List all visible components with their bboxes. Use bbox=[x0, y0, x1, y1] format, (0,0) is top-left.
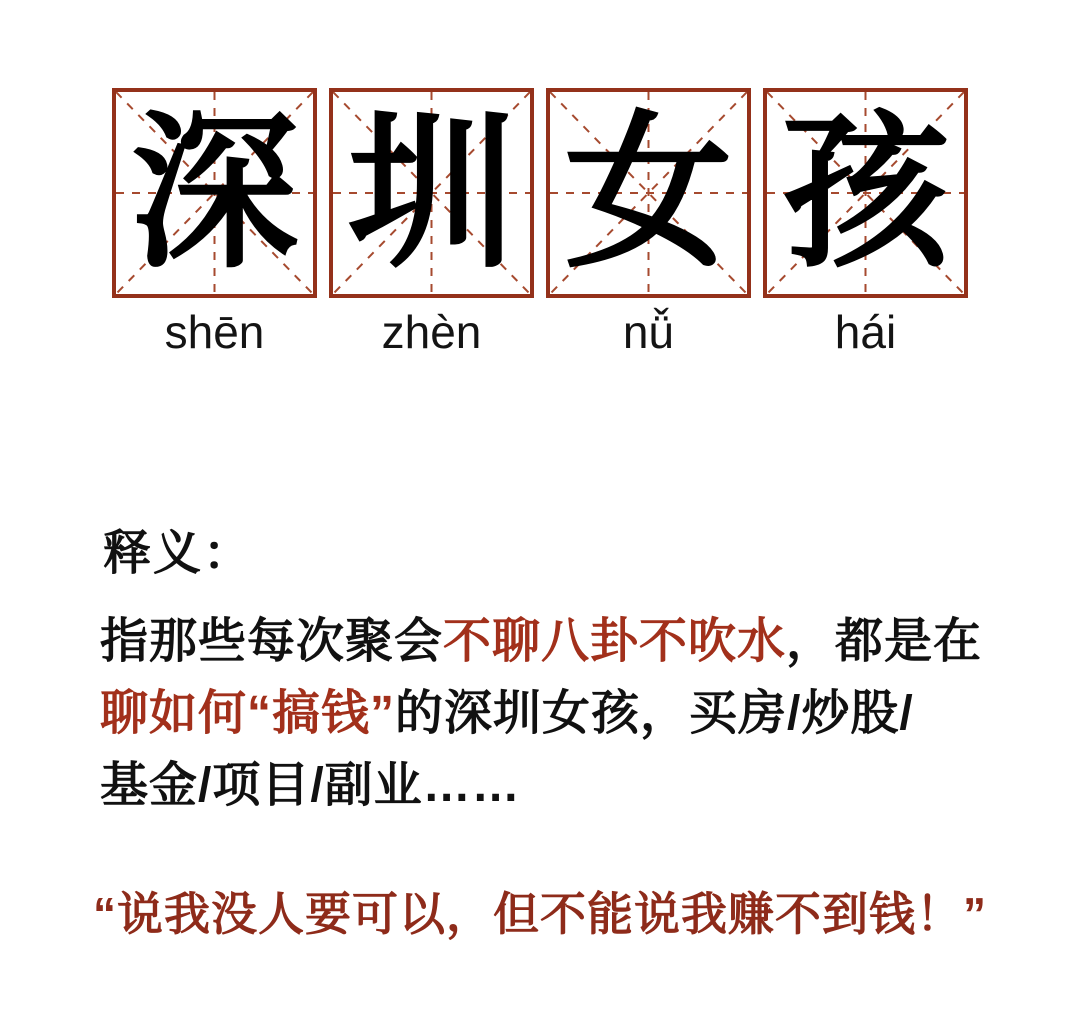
pinyin-syllable: zhèn bbox=[381, 306, 482, 358]
definition-segment: 指那些每次聚会 bbox=[100, 615, 444, 668]
headword-character: 深 bbox=[130, 99, 299, 287]
character-box-3 bbox=[546, 88, 751, 298]
definition-segment: 的深圳女孩，买房/炒股/ bbox=[395, 687, 914, 740]
pinyin-row bbox=[112, 306, 968, 358]
definition-segment: 基金/项目/副业…… bbox=[100, 759, 521, 812]
pinyin-syllable: nǚ bbox=[622, 306, 675, 358]
character-box-4 bbox=[763, 88, 968, 298]
definition-segment: ，都是在 bbox=[786, 615, 983, 668]
pinyin-syllable: hái bbox=[834, 306, 897, 358]
headword-character: 圳 bbox=[347, 99, 516, 287]
definition-line-3 bbox=[100, 750, 1000, 822]
headword-character: 女 bbox=[564, 99, 733, 287]
definition-text bbox=[100, 606, 1000, 822]
character-box-1 bbox=[112, 88, 317, 298]
definition-label: 释义： bbox=[103, 527, 254, 580]
headword-character: 孩 bbox=[781, 99, 950, 287]
quote-text: “说我没人要可以，但不能说我赚不到钱！” bbox=[93, 888, 987, 940]
pinyin-syllable: shēn bbox=[164, 306, 265, 358]
character-box-2 bbox=[329, 88, 534, 298]
definition-line-2 bbox=[100, 678, 1000, 750]
highlighted-phrase: 聊如何“搞钱” bbox=[100, 687, 396, 740]
headword-character-boxes bbox=[112, 88, 968, 298]
definition-line-1 bbox=[100, 606, 1000, 678]
highlighted-phrase: 不聊八卦不吹水 bbox=[443, 615, 787, 668]
